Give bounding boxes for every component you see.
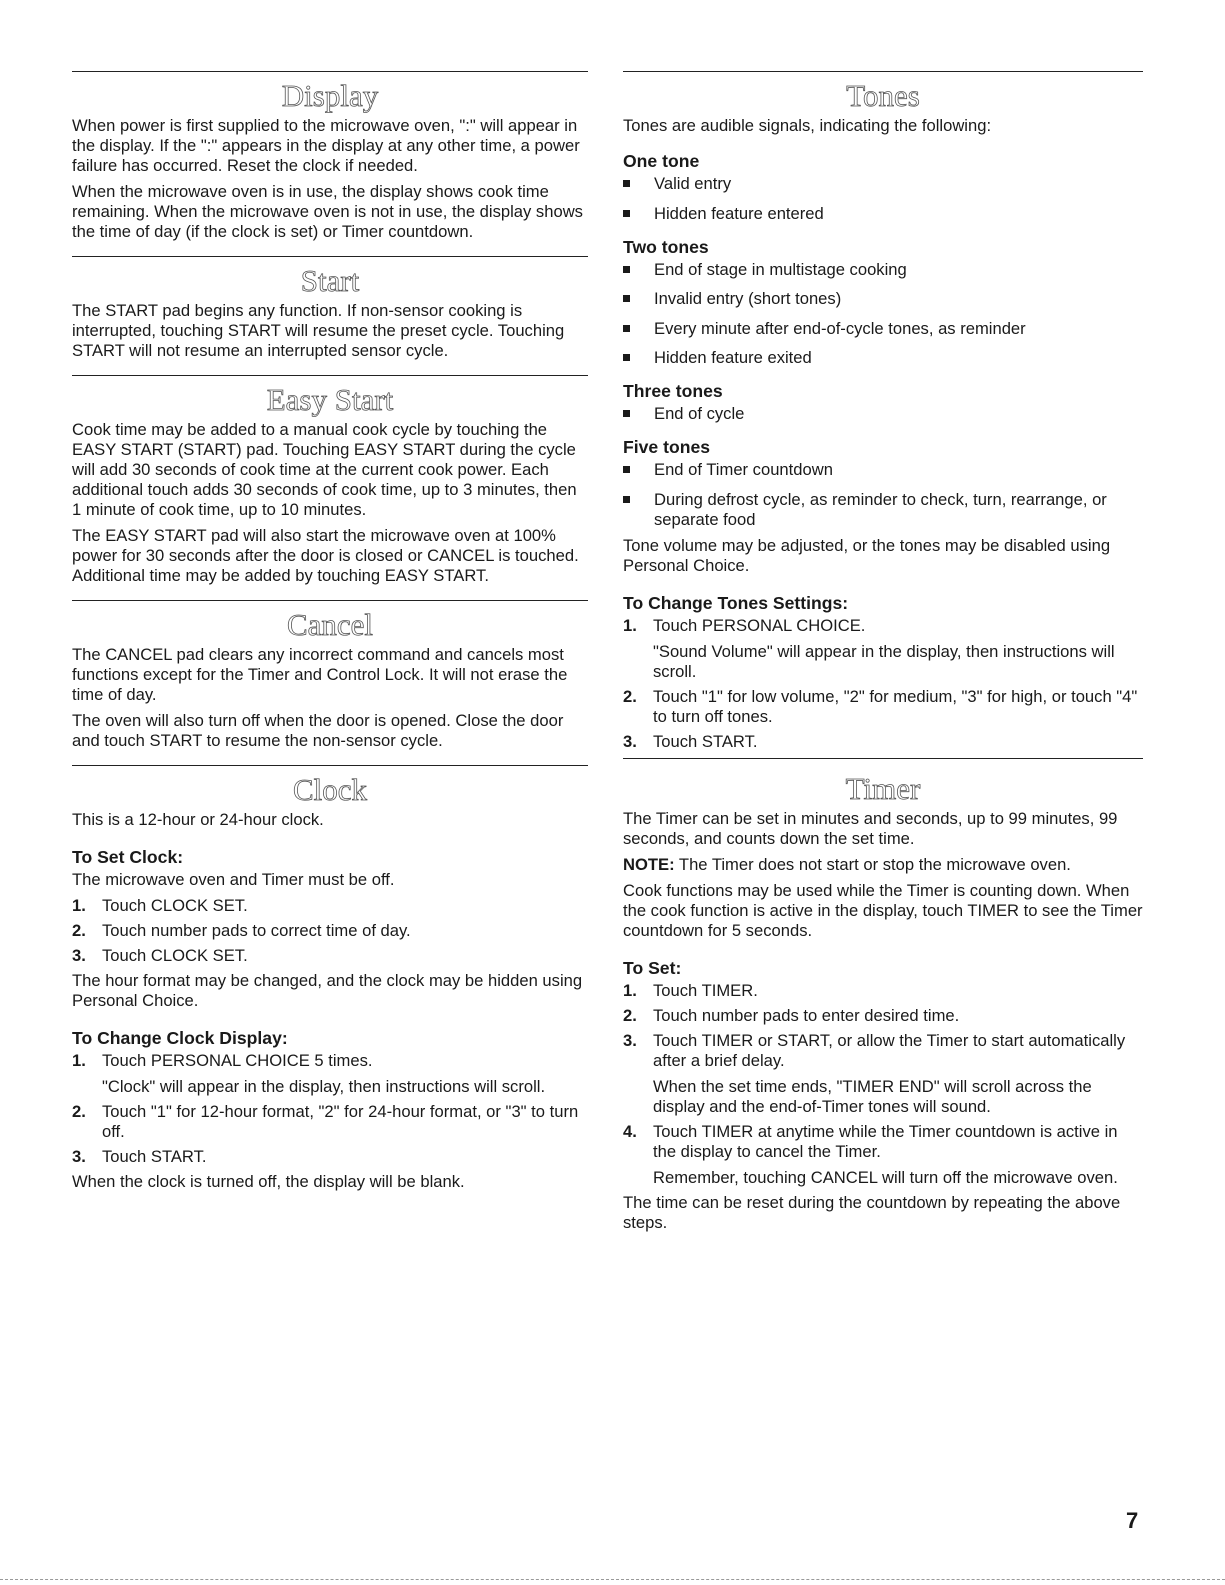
list-item	[623, 204, 1143, 224]
list-item	[623, 348, 1143, 368]
change-clock-steps	[72, 1051, 588, 1167]
timer-heading: Timer	[845, 770, 921, 806]
step-text: Touch "1" for 12-hour format, "2" for 24-hour format, or "3" to turn off.	[102, 1102, 579, 1141]
list-item	[72, 1051, 588, 1097]
timer-set-heading: To Set:	[623, 957, 682, 978]
tone-volume-paragraph: Tone volume may be adjusted, or the tones may be disabled using Personal Choice.	[623, 535, 1111, 575]
step-number: 2.	[72, 921, 86, 940]
list-item	[623, 404, 1143, 424]
three-tones-list	[623, 404, 1143, 424]
clock-paragraph-2: The hour format may be changed, and the clock may be hidden using Personal Choice.	[72, 971, 583, 1010]
timer-set-steps	[623, 981, 1143, 1188]
list-item	[72, 946, 588, 966]
step-number: 1.	[72, 896, 86, 915]
three-tones-heading: Three tones	[623, 381, 723, 401]
step-text: Touch number pads to correct time of day.	[102, 921, 411, 940]
change-clock-heading: To Change Clock Display:	[72, 1028, 288, 1048]
set-clock-intro: The microwave oven and Timer must be off.	[72, 870, 395, 889]
step-number: 3.	[72, 1147, 86, 1166]
cancel-paragraph-2: The oven will also turn off when the door is opened. Close the door and touch START to resume the non-sensor cycle.	[72, 711, 564, 750]
section-divider	[72, 256, 588, 257]
change-tones-heading: To Change Tones Settings:	[623, 592, 849, 613]
step-text: Touch CLOCK SET.	[102, 896, 248, 915]
five-tones-list	[623, 460, 1143, 530]
list-item-text: Valid entry	[654, 174, 732, 193]
section-divider	[72, 600, 588, 601]
list-item	[72, 921, 588, 941]
list-item	[623, 260, 1143, 280]
set-clock-steps	[72, 896, 588, 966]
easy-start-paragraph-2: The EASY START pad will also start the microwave oven at 100% power for 30 seconds after the door is closed or CANCEL is touched. Additional time may be added by touching EASY START.	[72, 526, 579, 585]
step-text: Touch number pads to enter desired time.	[653, 1005, 960, 1025]
five-tones-heading: Five tones	[623, 437, 711, 457]
list-item	[623, 732, 1143, 752]
timer-note	[623, 855, 1143, 875]
list-item	[623, 1006, 1143, 1026]
step-text: Touch PERSONAL CHOICE.	[653, 615, 866, 635]
step-number: 1.	[623, 615, 637, 635]
list-item	[623, 174, 1143, 194]
one-tone-list	[623, 174, 1143, 224]
step-text: Touch TIMER.	[653, 980, 758, 1000]
note-label: NOTE:	[623, 854, 675, 874]
display-paragraph-2: When the microwave oven is in use, the display shows cook time remaining. When the microwave oven is not in use, the display shows the time of day (if the clock is set) or Timer countdown.	[72, 182, 583, 241]
list-item-text: During defrost cycle, as reminder to check, turn, rearrange, or separate food	[654, 489, 1107, 529]
tones-heading: Tones	[846, 78, 920, 113]
step-number: 2.	[623, 686, 637, 706]
start-heading: Start	[300, 263, 360, 298]
list-item	[623, 289, 1143, 309]
step-number: 1.	[72, 1051, 86, 1070]
step-number: 2.	[623, 1005, 637, 1025]
step-subtext: Remember, touching CANCEL will turn off the microwave oven.	[653, 1167, 1118, 1187]
step-text: Touch TIMER at anytime while the Timer countdown is active in the display to cancel the Timer.	[653, 1121, 1118, 1161]
list-item	[623, 616, 1143, 682]
change-tones-steps	[623, 616, 1143, 752]
section-divider	[72, 375, 588, 376]
display-paragraph-1: When power is first supplied to the microwave oven, ":" will appear in the display. If the ":" appears in the display at any other time, a power failure has occurred. Reset the clock if needed.	[72, 116, 580, 175]
display-heading: Display	[281, 78, 379, 113]
easy-start-heading: Easy Start	[266, 382, 394, 417]
step-text: Touch START.	[102, 1147, 207, 1166]
section-divider	[623, 71, 1143, 72]
step-subtext: When the set time ends, "TIMER END" will scroll across the display and the end-of-Timer tones will sound.	[653, 1076, 1092, 1116]
clock-paragraph-3: When the clock is turned off, the display will be blank.	[72, 1172, 465, 1191]
step-number: 4.	[623, 1121, 637, 1141]
step-text: Touch START.	[653, 731, 758, 751]
list-item-text: Hidden feature exited	[654, 348, 812, 367]
step-number: 3.	[72, 946, 86, 965]
bullet-icon	[623, 410, 630, 417]
timer-paragraph-3: The time can be reset during the countdown by repeating the above steps.	[623, 1192, 1121, 1232]
section-divider	[72, 71, 588, 72]
list-item-text: End of Timer countdown	[654, 460, 833, 479]
list-item-text: Hidden feature entered	[654, 203, 824, 223]
step-number: 1.	[623, 980, 637, 1000]
tones-intro: Tones are audible signals, indicating the following:	[623, 116, 992, 135]
section-divider	[623, 758, 1143, 759]
timer-paragraph-2: Cook functions may be used while the Timer is counting down. When the cook function is active in the display, touch TIMER to see the Timer countdown for 5 seconds.	[623, 880, 1143, 940]
clock-paragraph-1: This is a 12-hour or 24-hour clock.	[72, 810, 324, 829]
list-item	[72, 1102, 588, 1142]
list-item-text: Every minute after end-of-cycle tones, as reminder	[654, 318, 1026, 338]
bullet-icon	[623, 266, 630, 273]
bullet-icon	[623, 466, 630, 473]
right-column	[623, 0, 1143, 1239]
left-column	[72, 0, 588, 1198]
list-item	[623, 490, 1143, 530]
page-bottom-border	[0, 1579, 1225, 1580]
two-tones-heading: Two tones	[623, 236, 709, 257]
section-divider	[72, 765, 588, 766]
easy-start-paragraph-1: Cook time may be added to a manual cook cycle by touching the EASY START (START) pad. Touching EASY START during the cycle will add 30 seconds of cook time at the current cook power. Each additional touch adds 30 seconds of cook time, up to 3 minutes, then 1 minute of cook time, up to 10 minutes.	[72, 420, 577, 519]
list-item	[623, 981, 1143, 1001]
step-number: 3.	[623, 731, 637, 751]
two-tones-list	[623, 260, 1143, 369]
list-item	[623, 687, 1143, 727]
bullet-icon	[623, 180, 630, 187]
bullet-icon	[623, 325, 630, 332]
list-item-text: Invalid entry (short tones)	[654, 289, 842, 308]
step-number: 3.	[623, 1030, 637, 1050]
bullet-icon	[623, 210, 630, 217]
step-text: Touch PERSONAL CHOICE 5 times.	[102, 1051, 373, 1070]
bullet-icon	[623, 295, 630, 302]
list-item	[623, 1122, 1143, 1188]
step-text: Touch TIMER or START, or allow the Timer to start automatically after a brief delay.	[653, 1030, 1126, 1070]
bullet-icon	[623, 496, 630, 503]
list-item-text: End of stage in multistage cooking	[654, 259, 907, 279]
step-subtext: "Clock" will appear in the display, then instructions will scroll.	[102, 1077, 546, 1096]
set-clock-heading: To Set Clock:	[72, 847, 184, 867]
step-subtext: "Sound Volume" will appear in the display, then instructions will scroll.	[653, 641, 1115, 681]
step-text: Touch "1" for low volume, "2" for medium, "3" for high, or touch "4" to turn off tones.	[653, 686, 1138, 726]
list-item-text: End of cycle	[654, 404, 745, 423]
one-tone-heading: One tone	[623, 151, 700, 171]
bullet-icon	[623, 354, 630, 361]
clock-heading: Clock	[292, 772, 368, 807]
page-number: 7	[1126, 1508, 1139, 1533]
cancel-paragraph-1: The CANCEL pad clears any incorrect command and cancels most functions except for the Timer and Control Lock. It will not erase the time of day.	[72, 645, 568, 704]
list-item	[623, 1031, 1143, 1117]
cancel-heading: Cancel	[286, 607, 374, 642]
list-item	[623, 319, 1143, 339]
list-item	[72, 1147, 588, 1167]
note-text: The Timer does not start or stop the microwave oven.	[674, 854, 1071, 874]
list-item	[623, 460, 1143, 480]
step-number: 2.	[72, 1102, 86, 1121]
list-item	[72, 896, 588, 916]
step-text: Touch CLOCK SET.	[102, 946, 248, 965]
start-paragraph: The START pad begins any function. If non-sensor cooking is interrupted, touching START will resume the preset cycle. Touching START will not resume an interrupted sensor cycle.	[72, 301, 565, 360]
timer-paragraph-1: The Timer can be set in minutes and seconds, up to 99 minutes, 99 seconds, and counts down the set time.	[623, 808, 1118, 848]
